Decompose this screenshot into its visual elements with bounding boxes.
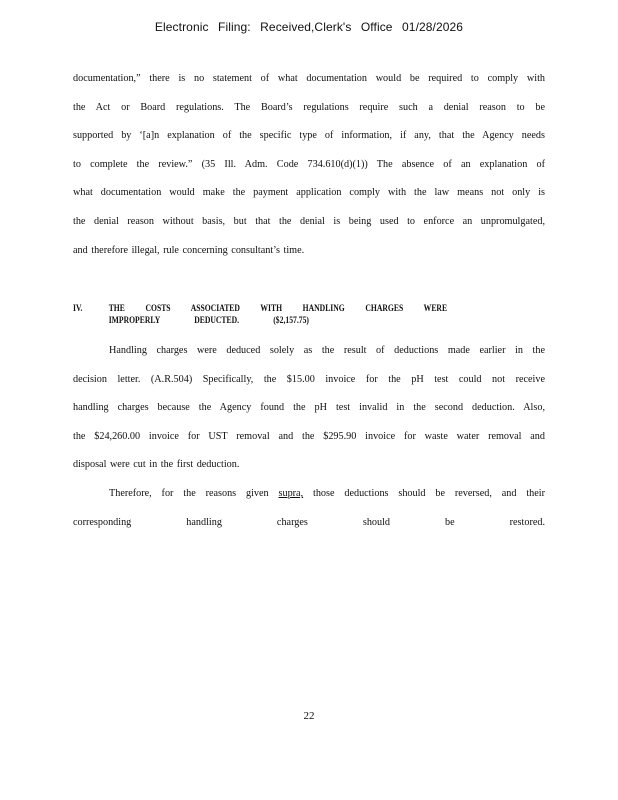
- paragraph-conclusion: [73, 480, 545, 537]
- paragraph-line: supported by ‘[a]n explanation of the specific type of information, if any, that the Agency needs: [73, 130, 545, 142]
- page-number: 22: [303, 710, 315, 722]
- supra-citation: supra,: [278, 488, 304, 499]
- paragraph-line: disposal were cut in the first deduction.: [73, 459, 240, 471]
- paragraph-line: the denial reason without basis, but that the denial is being used to enforce an unpromulgated,: [73, 215, 545, 227]
- paragraph-line: what documentation would make the payment application comply with the law means not only is: [73, 187, 545, 199]
- section-heading-line: THE COSTS ASSOCIATED WITH HANDLING CHARGES WERE: [108, 303, 448, 313]
- text-run: Therefore, for the reasons given: [109, 488, 269, 499]
- section-heading-line: IMPROPERLY DEDUCTED. ($2,157.75): [108, 315, 309, 325]
- paragraph-handling-charges: [73, 337, 545, 480]
- paragraph-line: decision letter. (A.R.504) Specifically, the $15.00 invoice for the pH test could not receive: [73, 373, 545, 385]
- paragraph-line: Handling charges were deduced solely as the result of deductions made earlier in the: [109, 345, 545, 356]
- text-run: those deductions should be reversed, and their: [313, 488, 546, 499]
- paragraph-documentation: [73, 65, 545, 265]
- paragraph-line: and therefore illegal, rule concerning consultant’s time.: [73, 244, 305, 256]
- paragraph-line: the Act or Board regulations. The Board’s regulations require such a denial reason to be: [73, 101, 545, 113]
- filing-stamp-header: Electronic Filing: Received,Clerk's Office 01/28/2026: [154, 20, 464, 34]
- paragraph-line: [73, 480, 545, 509]
- paragraph-line: the $24,260.00 invoice for UST removal and the $295.90 invoice for waste water removal and: [73, 430, 545, 442]
- section-number: IV.: [73, 303, 83, 313]
- paragraph-line: corresponding handling charges should be restored.: [73, 516, 545, 528]
- paragraph-line: documentation,” there is no statement of what documentation would be required to comply with: [73, 73, 545, 84]
- paragraph-line: handling charges because the Agency found the pH test invalid in the second deduction. Also,: [73, 402, 545, 414]
- paragraph-line: to complete the review.” (35 Ill. Adm. Code 734.610(d)(1)) The absence of an explanation of: [73, 158, 545, 170]
